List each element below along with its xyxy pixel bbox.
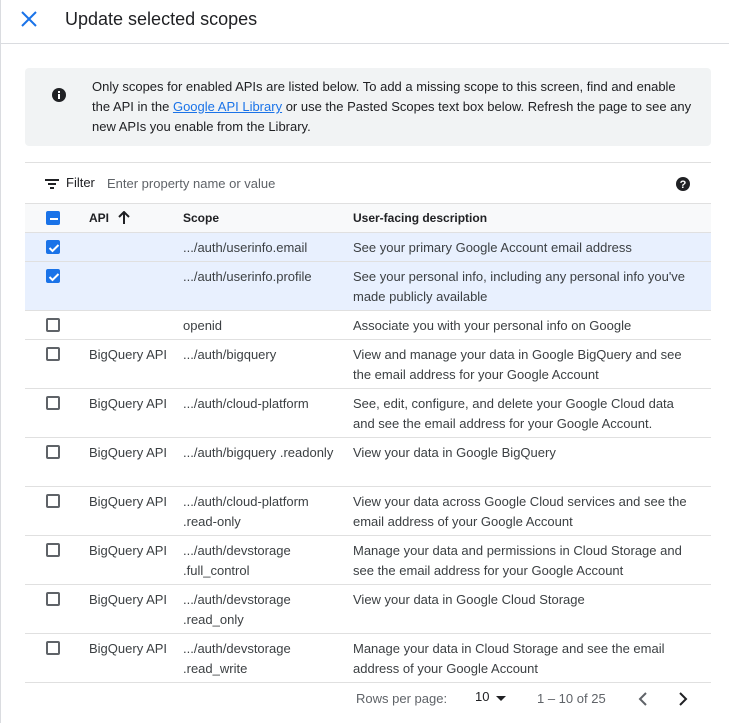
- table-row[interactable]: [25, 340, 711, 389]
- sort-ascending-icon[interactable]: [117, 211, 131, 225]
- row-scope: .../auth/bigquery .readonly: [183, 445, 334, 460]
- info-text-before: Only scopes for enabled APIs are listed below. To add a missing scope to this screen, find and enable the API in the: [92, 79, 676, 114]
- panel-header: [0, 0, 729, 44]
- row-checkbox[interactable]: [46, 396, 60, 410]
- info-banner: [25, 68, 711, 146]
- info-icon: [51, 87, 67, 103]
- row-checkbox[interactable]: [46, 592, 60, 606]
- table-row[interactable]: [25, 311, 711, 340]
- table-row[interactable]: [25, 487, 711, 536]
- row-description: See, edit, configure, and delete your Google Cloud data and see the email address for your Google Account.: [353, 396, 674, 431]
- table-row[interactable]: [25, 438, 711, 487]
- table-row[interactable]: [25, 233, 711, 262]
- filter-bar: [25, 162, 711, 204]
- row-scope: .../auth/cloud-platform: [183, 396, 309, 411]
- row-scope: .../auth/cloud-platform .read-only: [183, 494, 309, 529]
- row-scope: .../auth/devstorage .full_control: [183, 543, 291, 578]
- filter-icon: [45, 177, 61, 191]
- row-description: Associate you with your personal info on Google: [353, 318, 632, 333]
- row-description: See your personal info, including any personal info you've made publicly available: [353, 269, 686, 304]
- column-header-scope: Scope: [183, 211, 220, 225]
- scopes-table: [25, 204, 711, 683]
- info-text-after: or use the Pasted Scopes text box below. Refresh the page to see any new APIs you enable from the Library.: [92, 99, 692, 134]
- pagination-range: 1 – 10 of 25: [537, 691, 606, 706]
- row-description: View your data across Google Cloud services and see the email address of your Google Account: [353, 494, 687, 529]
- row-scope: .../auth/userinfo.profile: [183, 269, 312, 284]
- check-icon: [47, 241, 61, 255]
- column-header-description: User-facing description: [353, 211, 488, 225]
- check-icon: [47, 270, 61, 284]
- filter-label: Filter: [66, 175, 95, 190]
- pagination: [25, 683, 711, 713]
- row-description: Manage your data and permissions in Cloud Storage and see the email address for your Google Account: [353, 543, 682, 578]
- row-api: BigQuery API: [89, 494, 168, 509]
- table-body: [25, 233, 711, 683]
- row-description: View and manage your data in Google BigQuery and see the email address for your Google Account: [353, 347, 682, 382]
- row-description: View your data in Google Cloud Storage: [353, 592, 585, 607]
- table-row[interactable]: [25, 262, 711, 311]
- row-scope: openid: [183, 318, 223, 333]
- svg-text:?: ?: [679, 179, 687, 191]
- previous-page-button[interactable]: [633, 689, 653, 709]
- row-checkbox[interactable]: [46, 347, 60, 361]
- select-all-checkbox[interactable]: [46, 211, 60, 225]
- row-api: BigQuery API: [89, 347, 168, 362]
- row-api: BigQuery API: [89, 543, 168, 558]
- table-header: [25, 204, 711, 233]
- row-description: See your primary Google Account email address: [353, 240, 632, 255]
- row-api: BigQuery API: [89, 396, 168, 411]
- row-checkbox[interactable]: [46, 494, 60, 508]
- row-checkbox[interactable]: [46, 641, 60, 655]
- row-checkbox[interactable]: [46, 240, 60, 254]
- row-description: Manage your data in Cloud Storage and see the email address of your Google Account: [353, 641, 665, 676]
- dropdown-caret-icon[interactable]: [496, 696, 506, 701]
- row-checkbox[interactable]: [46, 318, 60, 332]
- info-text: [92, 77, 692, 137]
- row-api: BigQuery API: [89, 592, 168, 607]
- row-scope: .../auth/userinfo.email: [183, 240, 308, 255]
- panel-left-border: [0, 0, 1, 723]
- row-scope: .../auth/bigquery: [183, 347, 277, 362]
- row-api: BigQuery API: [89, 445, 168, 460]
- google-api-library-link[interactable]: Google API Library: [172, 99, 283, 114]
- help-icon[interactable]: [675, 176, 691, 192]
- table-row[interactable]: [25, 585, 711, 634]
- rows-per-page-label: Rows per page:: [356, 691, 448, 706]
- row-api: BigQuery API: [89, 641, 168, 656]
- table-row[interactable]: [25, 634, 711, 683]
- row-scope: .../auth/devstorage .read_write: [183, 641, 291, 676]
- table-row[interactable]: [25, 536, 711, 585]
- table-row[interactable]: [25, 389, 711, 438]
- row-description: View your data in Google BigQuery: [353, 445, 556, 460]
- row-checkbox[interactable]: [46, 543, 60, 557]
- rows-per-page-select[interactable]: 10: [475, 689, 490, 704]
- row-checkbox[interactable]: [46, 269, 60, 283]
- column-header-api[interactable]: API: [89, 211, 110, 225]
- page-title: Update selected scopes: [65, 9, 258, 29]
- row-checkbox[interactable]: [46, 445, 60, 459]
- row-scope: .../auth/devstorage .read_only: [183, 592, 291, 627]
- close-icon[interactable]: [19, 9, 39, 29]
- filter-input[interactable]: [107, 173, 607, 193]
- next-page-button[interactable]: [673, 689, 693, 709]
